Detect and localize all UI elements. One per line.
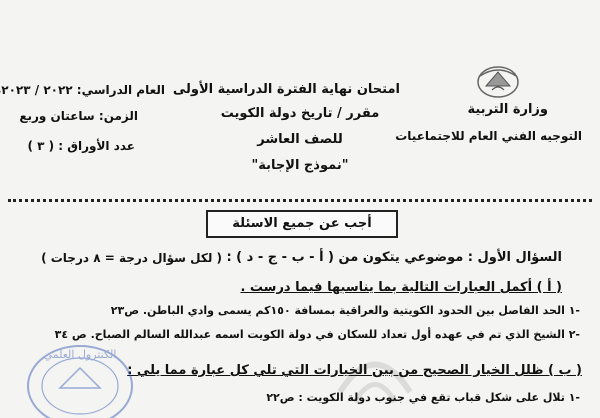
item-a2-number: -٢ <box>568 328 580 341</box>
part-b-title: ( ب ) ظلل الخيار الصحيح من بين الخيارات التي تلي كل عبارة مما يلي : <box>127 363 582 378</box>
grade-label: للصف العاشر <box>257 132 343 147</box>
instructions-box <box>206 210 398 238</box>
academic-year: العام الدراسي: ٢٠٢٢ / ٢٠٢٣ <box>1 83 165 97</box>
exam-duration: الزمن: ساعتان وربع <box>19 109 138 123</box>
kuwait-emblem-icon <box>470 60 526 100</box>
ministry-name: وزارة التربية <box>467 102 548 117</box>
item-a1-text: الحد الفاصل بين الحدود الكويتية والعراقية بمسافة ١٥٠كم يسمى <box>217 304 565 317</box>
exam-title: امتحان نهاية الفترة الدراسية الأولى <box>172 82 400 97</box>
item-a1-answer: وادي الباطن. <box>142 304 214 317</box>
item-a1-ref: ص٢٣ <box>110 304 140 317</box>
page-count: عدد الأوراق : ( ٣ ) <box>27 139 135 153</box>
stamp-text: الكنترول العلمي <box>43 348 117 361</box>
item-b1-text: تلال على شكل قباب تقع في جنوب دولة الكويت : ص٢٢ <box>266 391 565 404</box>
control-stamp-icon <box>20 338 140 418</box>
item-a2-text: الشيخ الذي تم في عهده أول تعداد للسكان في دولة الكويت اسمه <box>214 328 565 341</box>
item-b1-number: -١ <box>568 391 580 404</box>
q1-title: السؤال الأول : موضوعي يتكون من ( أ - ب - ج - د ) : <box>226 250 562 265</box>
item-a1-number: -١ <box>568 304 580 317</box>
instructions-text: أجب عن جميع الاسئلة <box>232 216 372 231</box>
q1-grading: ( لكل سؤال درجة = ٨ درجات ) <box>41 251 222 265</box>
watermark-icon <box>320 332 430 412</box>
answer-model-label: "نموذج الإجابة" <box>251 158 349 173</box>
item-a1 <box>111 303 580 319</box>
department-name: التوجيه الفني العام للاجتماعيات <box>395 129 582 143</box>
item-a2-answer: عبدالله السالم الصباح. <box>90 328 212 341</box>
course-name: مقرر / تاريخ دولة الكويت <box>220 106 380 121</box>
part-a-title: ( أ ) أكمل العبارات التالية بما يناسبها فيما درست . <box>240 280 562 295</box>
dotted-separator <box>8 199 592 206</box>
item-a2-ref: ص ٣٤ <box>54 328 87 341</box>
